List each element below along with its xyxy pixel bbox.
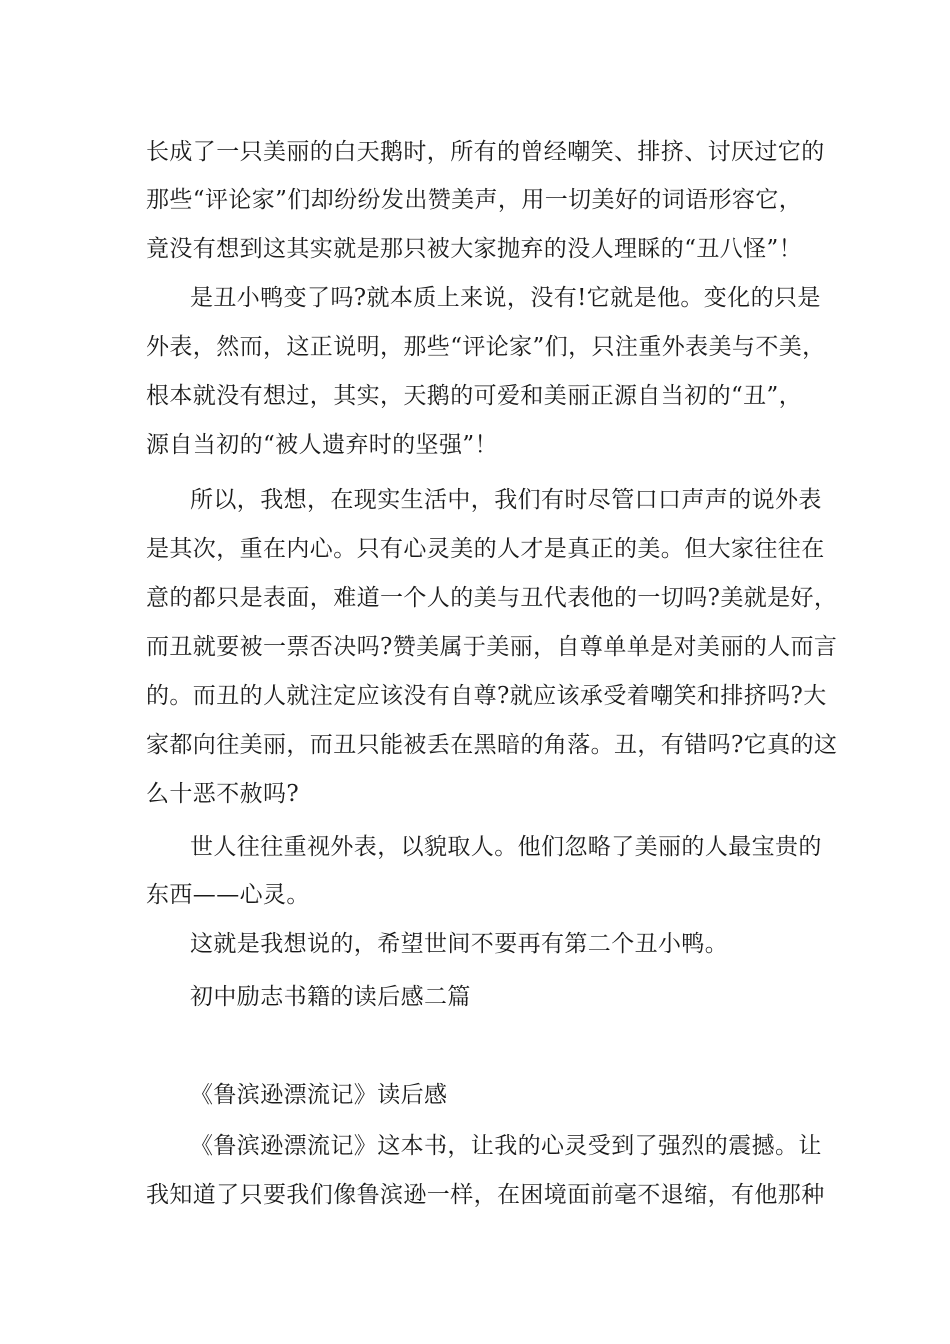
text-line: 而丑就要被一票否决吗?赞美属于美丽，自尊单单是对美丽的人而言 <box>146 634 838 660</box>
text-line: 意的都只是表面，难道一个人的美与丑代表他的一切吗?美就是好， <box>146 585 838 611</box>
paragraph-start-line: 《鲁滨逊漂流记》这本书，让我的心灵受到了强烈的震撼。让 <box>190 1133 822 1159</box>
text-line: 外表，然而，这正说明，那些“评论家”们，只注重外表美与不美， <box>146 334 826 360</box>
text-line: 源自当初的“被人遗弃时的坚强”！ <box>146 432 498 458</box>
text-line: 那些“评论家”们却纷纷发出赞美声，用一切美好的词语形容它， <box>146 187 803 213</box>
paragraph-start-line: 这就是我想说的，希望世间不要再有第二个丑小鸭。 <box>190 931 729 957</box>
text-line: 么十恶不赦吗? <box>146 781 300 807</box>
section-title: 初中励志书籍的读后感二篇 <box>190 984 471 1010</box>
text-line: 是其次，重在内心。只有心灵美的人才是真正的美。但大家往往在 <box>146 536 825 562</box>
text-line: 的。而丑的人就注定应该没有自尊?就应该承受着嘲笑和排挤吗?大 <box>146 683 827 709</box>
text-line: 我知道了只要我们像鲁滨逊一样，在困境面前毫不退缩，有他那种 <box>146 1182 825 1208</box>
text-line: 竟没有想到这其实就是那只被大家抛弃的没人理睬的“丑八怪”！ <box>146 236 803 262</box>
text-line: 根本就没有想过，其实，天鹅的可爱和美丽正源自当初的“丑”， <box>146 383 803 409</box>
paragraph-start-line: 所以，我想，在现实生活中，我们有时尽管口口声声的说外表 <box>190 487 822 513</box>
paragraph-start-line: 是丑小鸭变了吗?就本质上来说，没有!它就是他。变化的只是 <box>190 285 821 311</box>
text-line: 长成了一只美丽的白天鹅时，所有的曾经嘲笑、排挤、讨厌过它的 <box>146 139 825 165</box>
article-title: 《鲁滨逊漂流记》读后感 <box>190 1082 448 1108</box>
paragraph-start-line: 世人往往重视外表，以貌取人。他们忽略了美丽的人最宝贵的 <box>190 834 822 860</box>
text-line: 东西——心灵。 <box>146 882 310 908</box>
text-line: 家都向往美丽，而丑只能被丢在黑暗的角落。丑，有错吗?它真的这 <box>146 732 838 758</box>
